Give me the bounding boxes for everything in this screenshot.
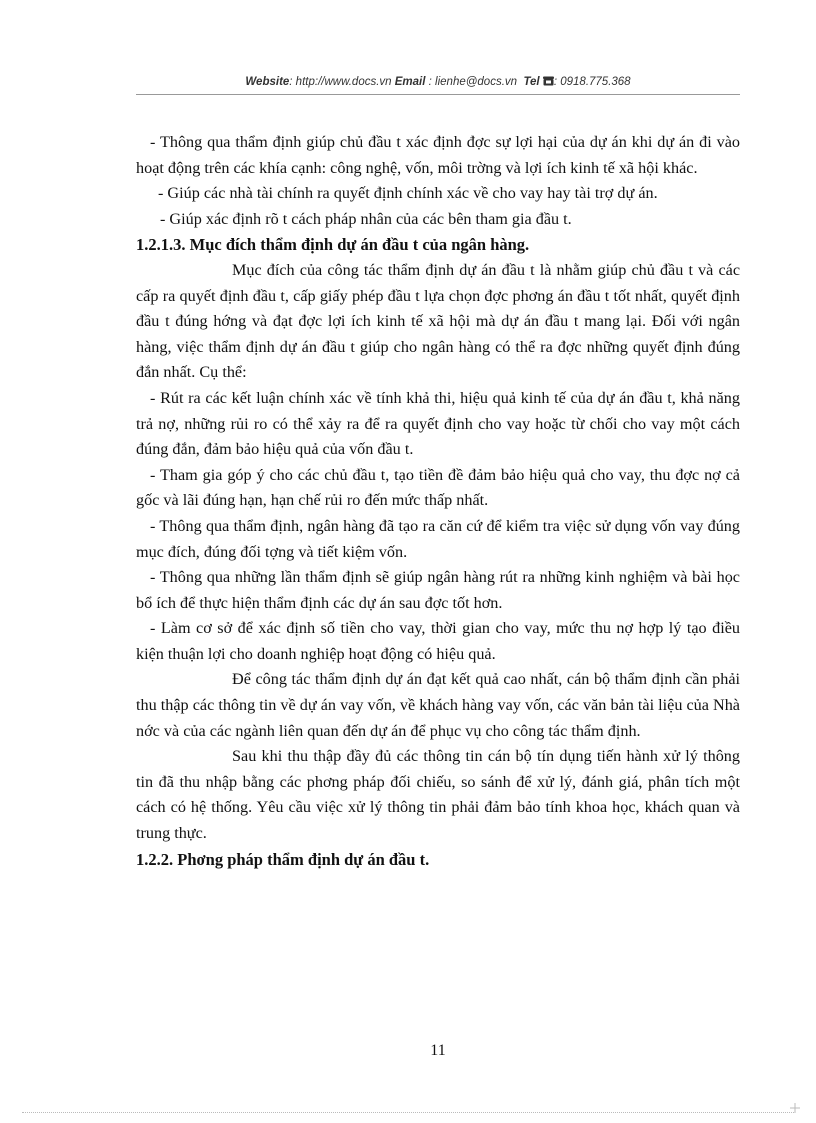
page-number: 11 [430,1042,446,1059]
paragraph: Sau khi thu thập đầy đủ các thông tin cán bộ tín dụng tiến hành xử lý thông tin đã thu nhập bằng các phơng pháp đối chiếu, so sánh để xử lý, đánh giá, phân tích một cách có hệ thống. Yêu cầu việc xử lý thông tin phải đảm bảo tính khoa học, khách quan và trung thực. [136,747,740,843]
paragraph: - Giúp các nhà tài chính ra quyết định chính xác về cho vay hay tài trợ dự án. [158,184,658,203]
paragraph: - Giúp xác định rõ t cách pháp nhân của các bên tham gia đầu t. [160,209,572,228]
document-body [136,130,740,872]
email-value: : lienhe@docs.vn [425,76,518,88]
paragraph: - Rút ra các kết luận chính xác về tính khả thi, hiệu quả kinh tế của dự án đầu t, khả năng trả nợ, những rủi ro có thể xảy ra để ra quyết định cho vay hoặc từ chối cho vay một cách đúng đắn, đảm bảo hiệu quả của vốn đầu t. [136,388,740,459]
paragraph: - Tham gia góp ý cho các chủ đầu t, tạo tiền đề đảm bảo hiệu quả cho vay, thu đợc nợ cả gốc và lãi đúng hạn, hạn chế rủi ro đến mức thấp nhất. [136,465,740,510]
paragraph: - Thông qua những lần thẩm định sẽ giúp ngân hàng rút ra những kinh nghiệm và bài học bổ ích để thực hiện thẩm định các dự án sau đợc tốt hơn. [136,568,740,612]
section-heading: 1.2.2. Phơng pháp thẩm định dự án đầu t. [136,849,430,869]
paragraph: - Thông qua thẩm định giúp chủ đầu t xác định đợc sự lợi hại của dự án khi dự án đi vào hoạt động trên các khía cạnh: công nghệ, vốn, môi trờng và lợi ích kinh tế xã hội khác. [136,133,740,177]
header-divider [136,94,740,95]
tel-label: Tel [523,76,540,88]
paragraph: Để công tác thẩm định dự án đạt kết quả cao nhất, cán bộ thẩm định cần phải thu thập các thông tin về dự án vay vốn, về khách hàng vay vốn, các văn bản tài liệu của Nhà nớc và của các ngành liên quan đến dự án để phục vụ cho công tác thẩm định. [136,670,740,740]
crop-mark [790,1100,800,1110]
email-label: Email [394,76,426,88]
tel-value: : 0918.775.368 [553,76,631,88]
paragraph: - Thông qua thẩm định, ngân hàng đã tạo ra căn cứ để kiểm tra việc sử dụng vốn vay đúng mục đích, đúng đối tợng và tiết kiệm vốn. [136,516,740,561]
footer-divider [22,1112,794,1113]
website-label: Website [245,76,290,88]
page-header [136,76,740,89]
phone-icon [543,76,554,89]
website-value: : http://www.docs.vn [289,76,392,88]
paragraph: Mục đích của công tác thẩm định dự án đầu t là nhằm giúp chủ đầu t và các cấp ra quyết định đầu t, cấp giấy phép đầu t lựa chọn đợc phơng án đầu t tốt nhất, quyết định đầu t đúng hớng và đạt đợc lợi ích kinh tế xã hội mà dự án đầu t mang lại. Đối với ngân hàng, việc thẩm định dự án đầu t giúp cho ngân hàng có thể ra đợc những quyết định đúng đắn nhất. Cụ thể: [136,260,740,382]
paragraph: - Làm cơ sở để xác định số tiền cho vay, thời gian cho vay, mức thu nợ hợp lý tạo điều kiện thuận lợi cho doanh nghiệp hoạt động có hiệu quả. [136,619,740,663]
section-heading: 1.2.1.3. Mục đích thẩm định dự án đầu t của ngân hàng. [136,235,530,255]
